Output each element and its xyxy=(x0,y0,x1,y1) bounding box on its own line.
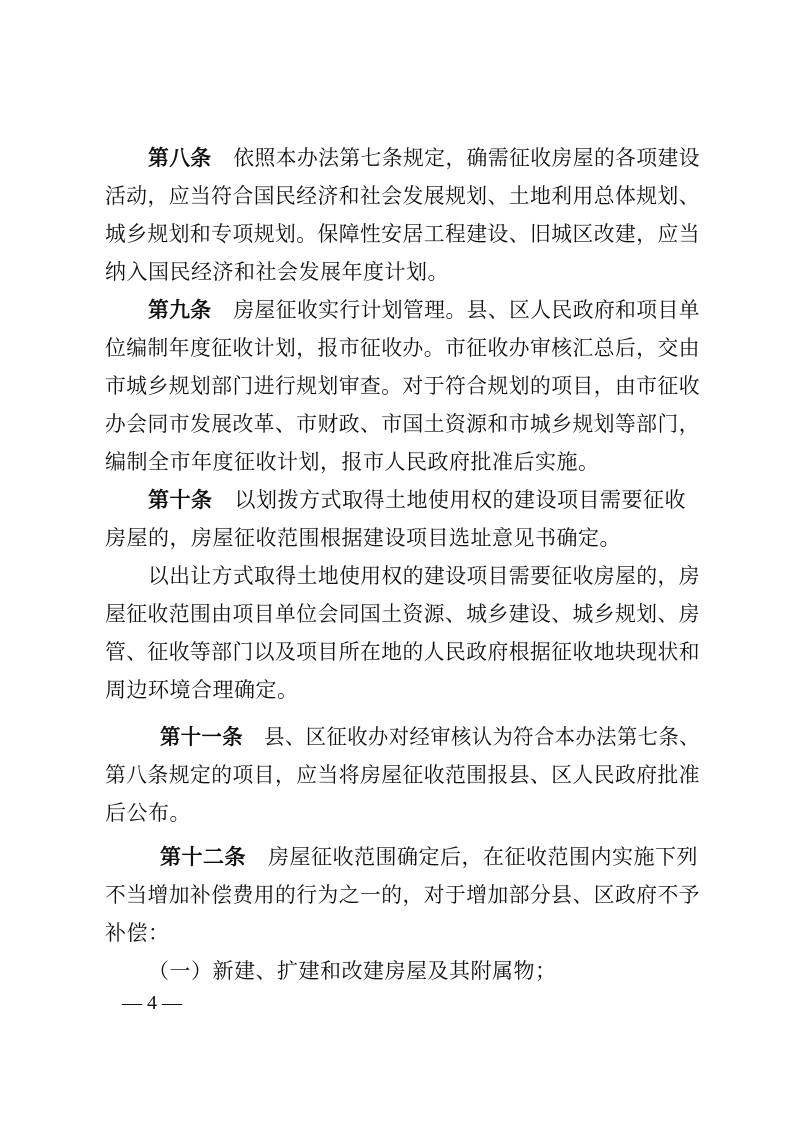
article-9-text-1: 房屋征收实行计划管理。县、区人民政府和项目单 xyxy=(233,298,701,322)
article-12-text-3: 补偿： xyxy=(105,921,170,945)
article-10-para2-2: 屋征收范围由项目单位会同国土资源、城乡建设、城乡规划、房 xyxy=(105,602,701,626)
page-number: — 4 — xyxy=(122,992,182,1014)
article-10-para2-4: 周边环境合理确定。 xyxy=(105,678,299,702)
article-8-line-1 xyxy=(148,144,700,172)
article-12-heading: 第十二条 xyxy=(160,845,246,869)
article-11-text-2: 第八条规定的项目，应当将房屋征收范围报县、区人民政府批准 xyxy=(105,763,701,787)
article-11-text-3: 后公布。 xyxy=(105,801,191,825)
article-8-text-3: 城乡规划和专项规划。保障性安居工程建设、旧城区改建，应当 xyxy=(105,222,701,246)
article-9-text-4: 办会同市发展改革、市财政、市国土资源和市城乡规划等部门， xyxy=(105,412,701,436)
article-9-text-3: 市城乡规划部门进行规划审查。对于符合规划的项目，由市征收 xyxy=(105,374,701,398)
article-10-text-1: 以划拨方式取得土地使用权的建设项目需要征收 xyxy=(234,488,686,512)
article-12-text-1: 房屋征收范围确定后，在征收范围内实施下列 xyxy=(268,845,698,869)
article-8-text-1: 依照本办法第七条规定，确需征收房屋的各项建设 xyxy=(233,146,701,170)
article-11-text-1: 县、区征收办对经审核认为符合本办法第七条、 xyxy=(264,725,700,749)
article-11-line-1 xyxy=(160,723,700,751)
article-9-line-1 xyxy=(148,296,700,324)
article-9-heading: 第九条 xyxy=(148,298,212,322)
article-12-item-1: （一）新建、扩建和改建房屋及其附属物； xyxy=(148,959,557,983)
article-11-heading: 第十一条 xyxy=(160,725,243,749)
article-8-text-4: 纳入国民经济和社会发展年度计划。 xyxy=(105,260,449,284)
article-12-text-2: 不当增加补偿费用的行为之一的，对于增加部分县、区政府不予 xyxy=(105,883,701,907)
article-12-line-1 xyxy=(160,843,698,871)
article-8-text-2: 活动，应当符合国民经济和社会发展规划、土地利用总体规划、 xyxy=(105,184,701,208)
article-10-text-2: 房屋的，房屋征收范围根据建设项目选址意见书确定。 xyxy=(105,526,621,550)
article-10-para2-1: 以出让方式取得土地使用权的建设项目需要征收房屋的，房 xyxy=(148,564,701,588)
article-10-heading: 第十条 xyxy=(148,488,213,512)
article-9-text-5: 编制全市年度征收计划，报市人民政府批准后实施。 xyxy=(105,450,600,474)
article-8-heading: 第八条 xyxy=(148,146,212,170)
article-10-para2-3: 管、征收等部门以及项目所在地的人民政府根据征收地块现状和 xyxy=(105,640,701,664)
article-9-text-2: 位编制年度征收计划，报市征收办。市征收办审核汇总后，交由 xyxy=(105,336,701,360)
article-10-line-1 xyxy=(148,486,686,514)
